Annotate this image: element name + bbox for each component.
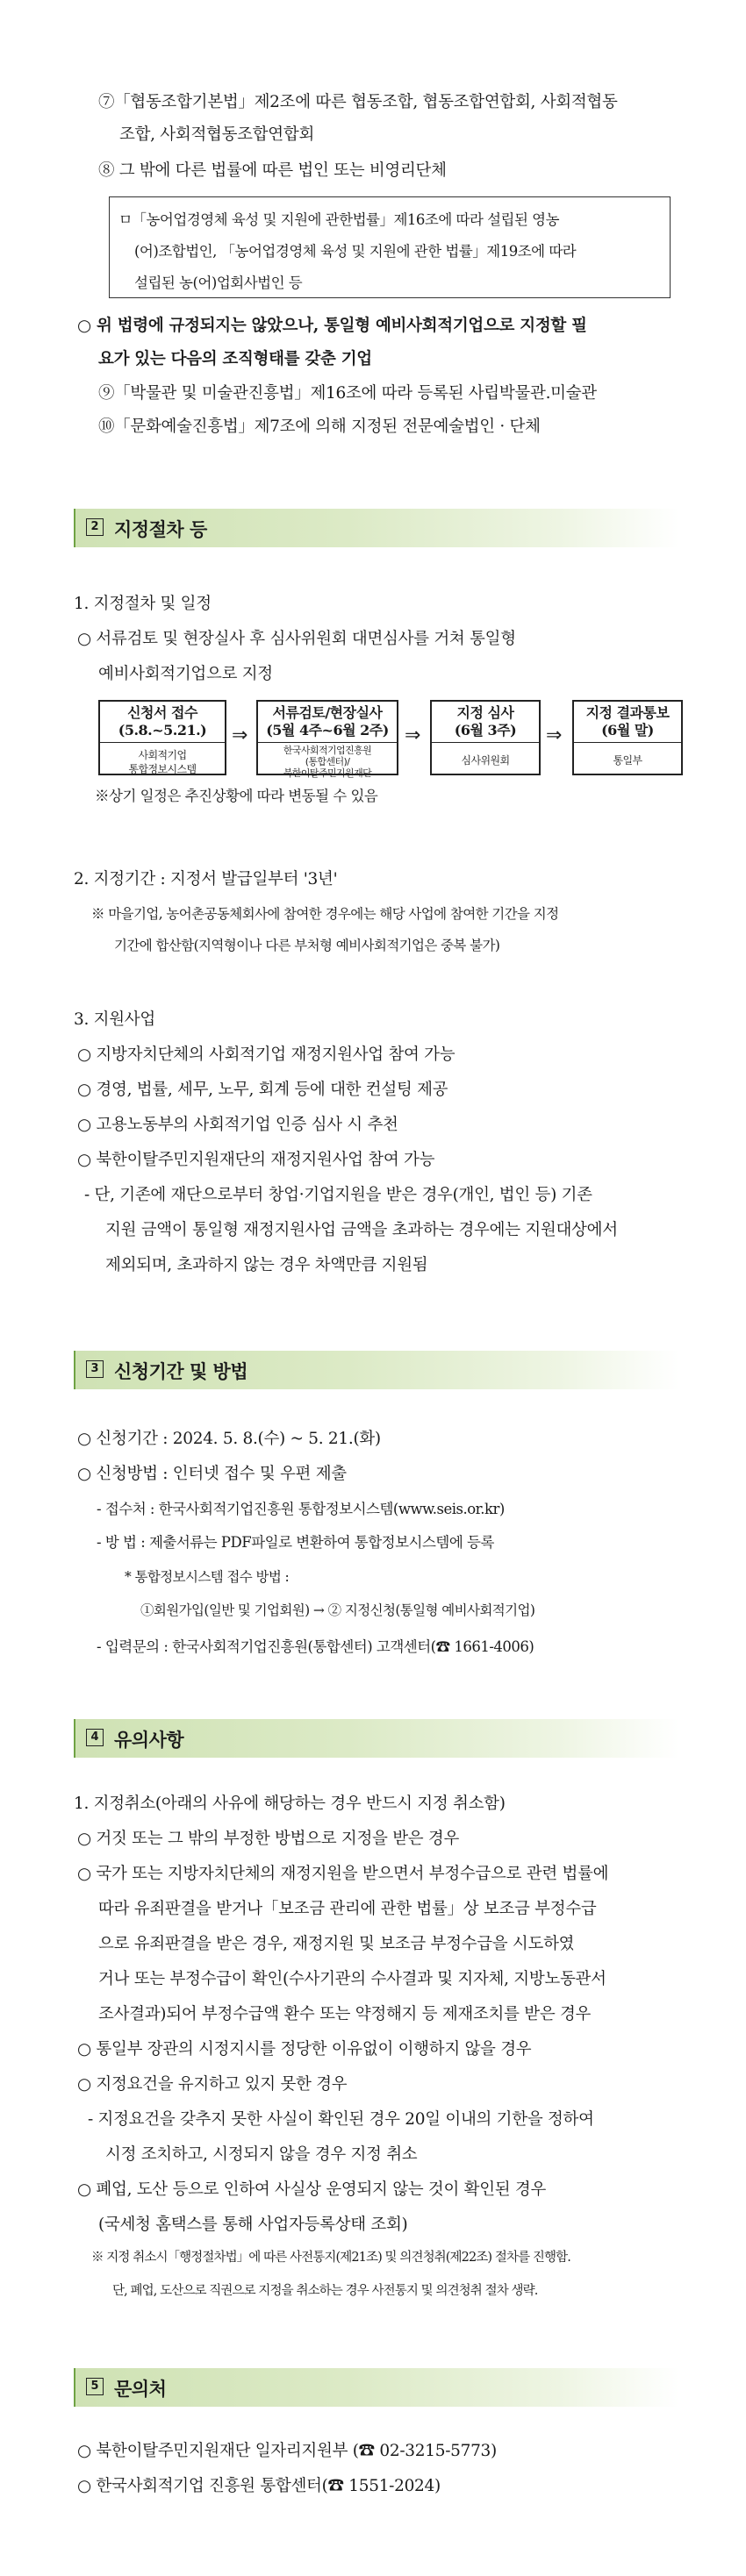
support-note-line2: 지원 금액이 통일형 재정지원사업 금액을 초과하는 경우에는 지원대상에서 xyxy=(105,1221,618,1239)
sec2-para-line2: 예비사회적기업으로 지정 xyxy=(98,665,273,683)
support-2: ○ 경영, 법률, 세무, 노무, 회계 등에 대한 컨설팅 제공 xyxy=(77,1081,448,1099)
cancel-3: ○ 통일부 장관의 시정지시를 정당한 이유없이 이행하지 않을 경우 xyxy=(77,2040,532,2059)
support-note-line1: - 단, 기존에 재단으로부터 창업·기업지원을 받은 경우(개인, 법인 등) 기존 xyxy=(84,1186,592,1204)
contact-2: ○ 한국사회적기업 진흥원 통합센터(☎ 1551-2024) xyxy=(77,2477,441,2495)
flow-step-3-body-1: 심사위원회 xyxy=(461,754,510,767)
sec2-note2-line1: ※ 마을기업, 농어촌공동체회사에 참여한 경우에는 해당 사업에 참여한 기간을 지정 xyxy=(91,906,559,922)
flow-step-2-body-3: 북한이탈주민지원재단 xyxy=(283,767,372,779)
flow-step-1 xyxy=(98,700,226,775)
cancel-note-line1: ※ 지정 취소시「행정절차법」에 따른 사전통지(제21조) 및 의견청취(제22조) 절차를 진행함. xyxy=(91,2251,570,2265)
flow-step-4-date: (6월 말) xyxy=(601,722,654,739)
section-4-number: 4 xyxy=(86,1729,104,1746)
section-2-title: 지정절차 등 xyxy=(114,518,207,540)
flow-step-3 xyxy=(430,700,541,775)
section-4-title: 유의사항 xyxy=(114,1729,184,1751)
law-note-line3: 설립된 농(어)업회사법인 등 xyxy=(134,275,303,291)
apply-period: ○ 신청기간 : 2024. 5. 8.(수) ~ 5. 21.(화) xyxy=(77,1430,381,1448)
apply-inquiry: - 입력문의 : 한국사회적기업진흥원(통합센터) 고객센터(☎ 1661-4006) xyxy=(97,1638,534,1655)
flow-step-4-body-1: 통일부 xyxy=(613,754,642,767)
item-10: ⑩「문화예술진흥법」제7조에 의해 지정된 전문예술법인 · 단체 xyxy=(98,417,541,436)
cancel-5-line2: (국세청 홈택스를 통해 사업자등록상태 조회) xyxy=(98,2216,408,2234)
support-note-line3: 제외되며, 초과하지 않는 경우 차액만큼 지원됨 xyxy=(105,1256,428,1274)
apply-method: ○ 신청방법 : 인터넷 접수 및 우편 제출 xyxy=(77,1465,347,1483)
cancel-5-line1: ○ 폐업, 도산 등으로 인하여 사실상 운영되지 않는 것이 확인된 경우 xyxy=(77,2180,547,2199)
sec2-heading-3: 3. 지원사업 xyxy=(74,1010,155,1029)
sec2-heading-2: 2. 지정기간 : 지정서 발급일부터 '3년' xyxy=(74,870,338,888)
sec2-heading-1: 1. 지정절차 및 일정 xyxy=(74,595,212,613)
flow-step-2-title: 서류검토/현장실사 xyxy=(272,704,383,721)
law-note-line1: ㅁ「농어업경영체 육성 및 지원에 관한법률」제16조에 따라 설립된 영농 xyxy=(118,211,560,228)
cancel-2-line3: 으로 유죄판결을 받은 경우, 재정지원 및 보조금 부정수급을 시도하였 xyxy=(98,1935,575,1953)
section-2-header xyxy=(74,509,679,547)
cancel-2-line2: 따라 유죄판결을 받거나「보조금 관리에 관한 법률」상 보조금 부정수급 xyxy=(98,1900,597,1918)
org-form-bullet-line2: 요가 있는 다음의 조직형태를 갖춘 기업 xyxy=(98,350,372,368)
item-7-line1: ⑦「협동조합기본법」제2조에 따른 협동조합, 협동조합연합회, 사회적협동 xyxy=(98,93,618,111)
sec4-heading-1: 1. 지정취소(아래의 사유에 해당하는 경우 반드시 지정 취소함) xyxy=(74,1795,506,1813)
item-8: ⑧ 그 밖에 다른 법률에 따른 법인 또는 비영리단체 xyxy=(98,161,447,180)
apply-mail: - 방 법 : 제출서류는 PDF파일로 변환하여 통합정보시스템에 등록 xyxy=(97,1534,494,1551)
org-form-bullet-line1: ○ 위 법령에 규정되지는 않았으나, 통일형 예비사회적기업으로 지정할 필 xyxy=(77,317,587,335)
flow-step-1-body-1: 사회적기업 xyxy=(138,749,187,761)
support-1: ○ 지방자치단체의 사회적기업 재정지원사업 참여 가능 xyxy=(77,1045,455,1064)
item-7-line2: 조합, 사회적협동조합연합회 xyxy=(119,125,315,144)
cancel-4: ○ 지정요건을 유지하고 있지 못한 경우 xyxy=(77,2075,348,2094)
cancel-2-line4: 거나 또는 부정수급이 확인(수사기관의 수사결과 및 지자체, 지방노동관서 xyxy=(98,1970,606,1988)
section-5-title: 문의처 xyxy=(114,2378,167,2400)
section-4-header xyxy=(74,1719,679,1758)
section-2-number: 2 xyxy=(86,518,104,536)
section-3-title: 신청기간 및 방법 xyxy=(114,1360,248,1382)
item-9: ⑨「박물관 및 미술관진흥법」제16조에 따라 등록된 사립박물관.미술관 xyxy=(98,384,597,403)
support-3: ○ 고용노동부의 사회적기업 인증 심사 시 추천 xyxy=(77,1116,398,1134)
apply-steps-label: * 통합정보시스템 접수 방법 : xyxy=(125,1569,290,1585)
flow-step-3-date: (6월 3주) xyxy=(454,722,517,739)
flow-step-3-title: 지정 심사 xyxy=(456,704,514,721)
flow-step-4 xyxy=(572,700,683,775)
section-3-number: 3 xyxy=(86,1360,104,1378)
flow-arrow-1: ⇒ xyxy=(232,724,248,746)
apply-steps: ①회원가입(일반 및 기업회원) → ② 지정신청(통일형 예비사회적기업) xyxy=(140,1602,535,1618)
cancel-4-sub-line1: - 지정요건을 갖추지 못한 사실이 확인된 경우 20일 이내의 기한을 정하여 xyxy=(88,2110,594,2129)
sec2-para-line1: ○ 서류검토 및 현장실사 후 심사위원회 대면심사를 거쳐 통일형 xyxy=(77,630,516,648)
flow-step-2-date: (5월 4주~6월 2주) xyxy=(266,722,389,739)
cancel-1: ○ 거짓 또는 그 밖의 부정한 방법으로 지정을 받은 경우 xyxy=(77,1830,460,1848)
flow-step-1-date: (5.8.~5.21.) xyxy=(118,722,207,739)
cancel-2-line1: ○ 국가 또는 지방자치단체의 재정지원을 받으면서 부정수급으로 관련 법률에 xyxy=(77,1865,609,1883)
flow-arrow-3: ⇒ xyxy=(546,724,563,746)
section-5-header xyxy=(74,2368,679,2407)
flow-step-1-title: 신청서 접수 xyxy=(127,704,197,721)
sec2-note2-line2: 기간에 합산함(지역형이나 다른 부처형 예비사회적기업은 중복 불가) xyxy=(114,938,500,953)
flow-step-2 xyxy=(256,700,398,779)
section-5-number: 5 xyxy=(86,2378,104,2395)
law-note-line2: (어)조합법인, 「농어업경영체 육성 및 지원에 관한 법률」제19조에 따라 xyxy=(134,243,577,260)
cancel-4-sub-line2: 시정 조치하고, 시정되지 않을 경우 지정 취소 xyxy=(105,2145,418,2164)
apply-online: - 접수처 : 한국사회적기업진흥원 통합정보시스템(www.seis.or.kr) xyxy=(97,1501,505,1517)
flow-note: ※상기 일정은 추진상황에 따라 변동될 수 있음 xyxy=(95,788,378,804)
flow-step-2-body-2: (통합센터)/ xyxy=(305,756,350,767)
flow-arrow-2: ⇒ xyxy=(405,724,421,746)
cancel-2-line5: 조사결과)되어 부정수급액 환수 또는 약정해지 등 제재조치를 받은 경우 xyxy=(98,2005,592,2023)
contact-1: ○ 북한이탈주민지원재단 일자리지원부 (☎ 02-3215-5773) xyxy=(77,2442,497,2460)
law-note-box xyxy=(109,196,671,298)
flow-step-1-body-2: 통합정보시스템 xyxy=(128,763,197,775)
support-4: ○ 북한이탈주민지원재단의 재정지원사업 참여 가능 xyxy=(77,1151,435,1169)
section-3-header xyxy=(74,1351,679,1389)
flow-step-4-title: 지정 결과통보 xyxy=(585,704,670,721)
cancel-note-line2: 단, 폐업, 도산으로 직권으로 지정을 취소하는 경우 사전통지 및 의견청취 절차 생략. xyxy=(112,2284,538,2298)
flow-step-2-body-1: 한국사회적기업진흥원 xyxy=(283,745,372,756)
